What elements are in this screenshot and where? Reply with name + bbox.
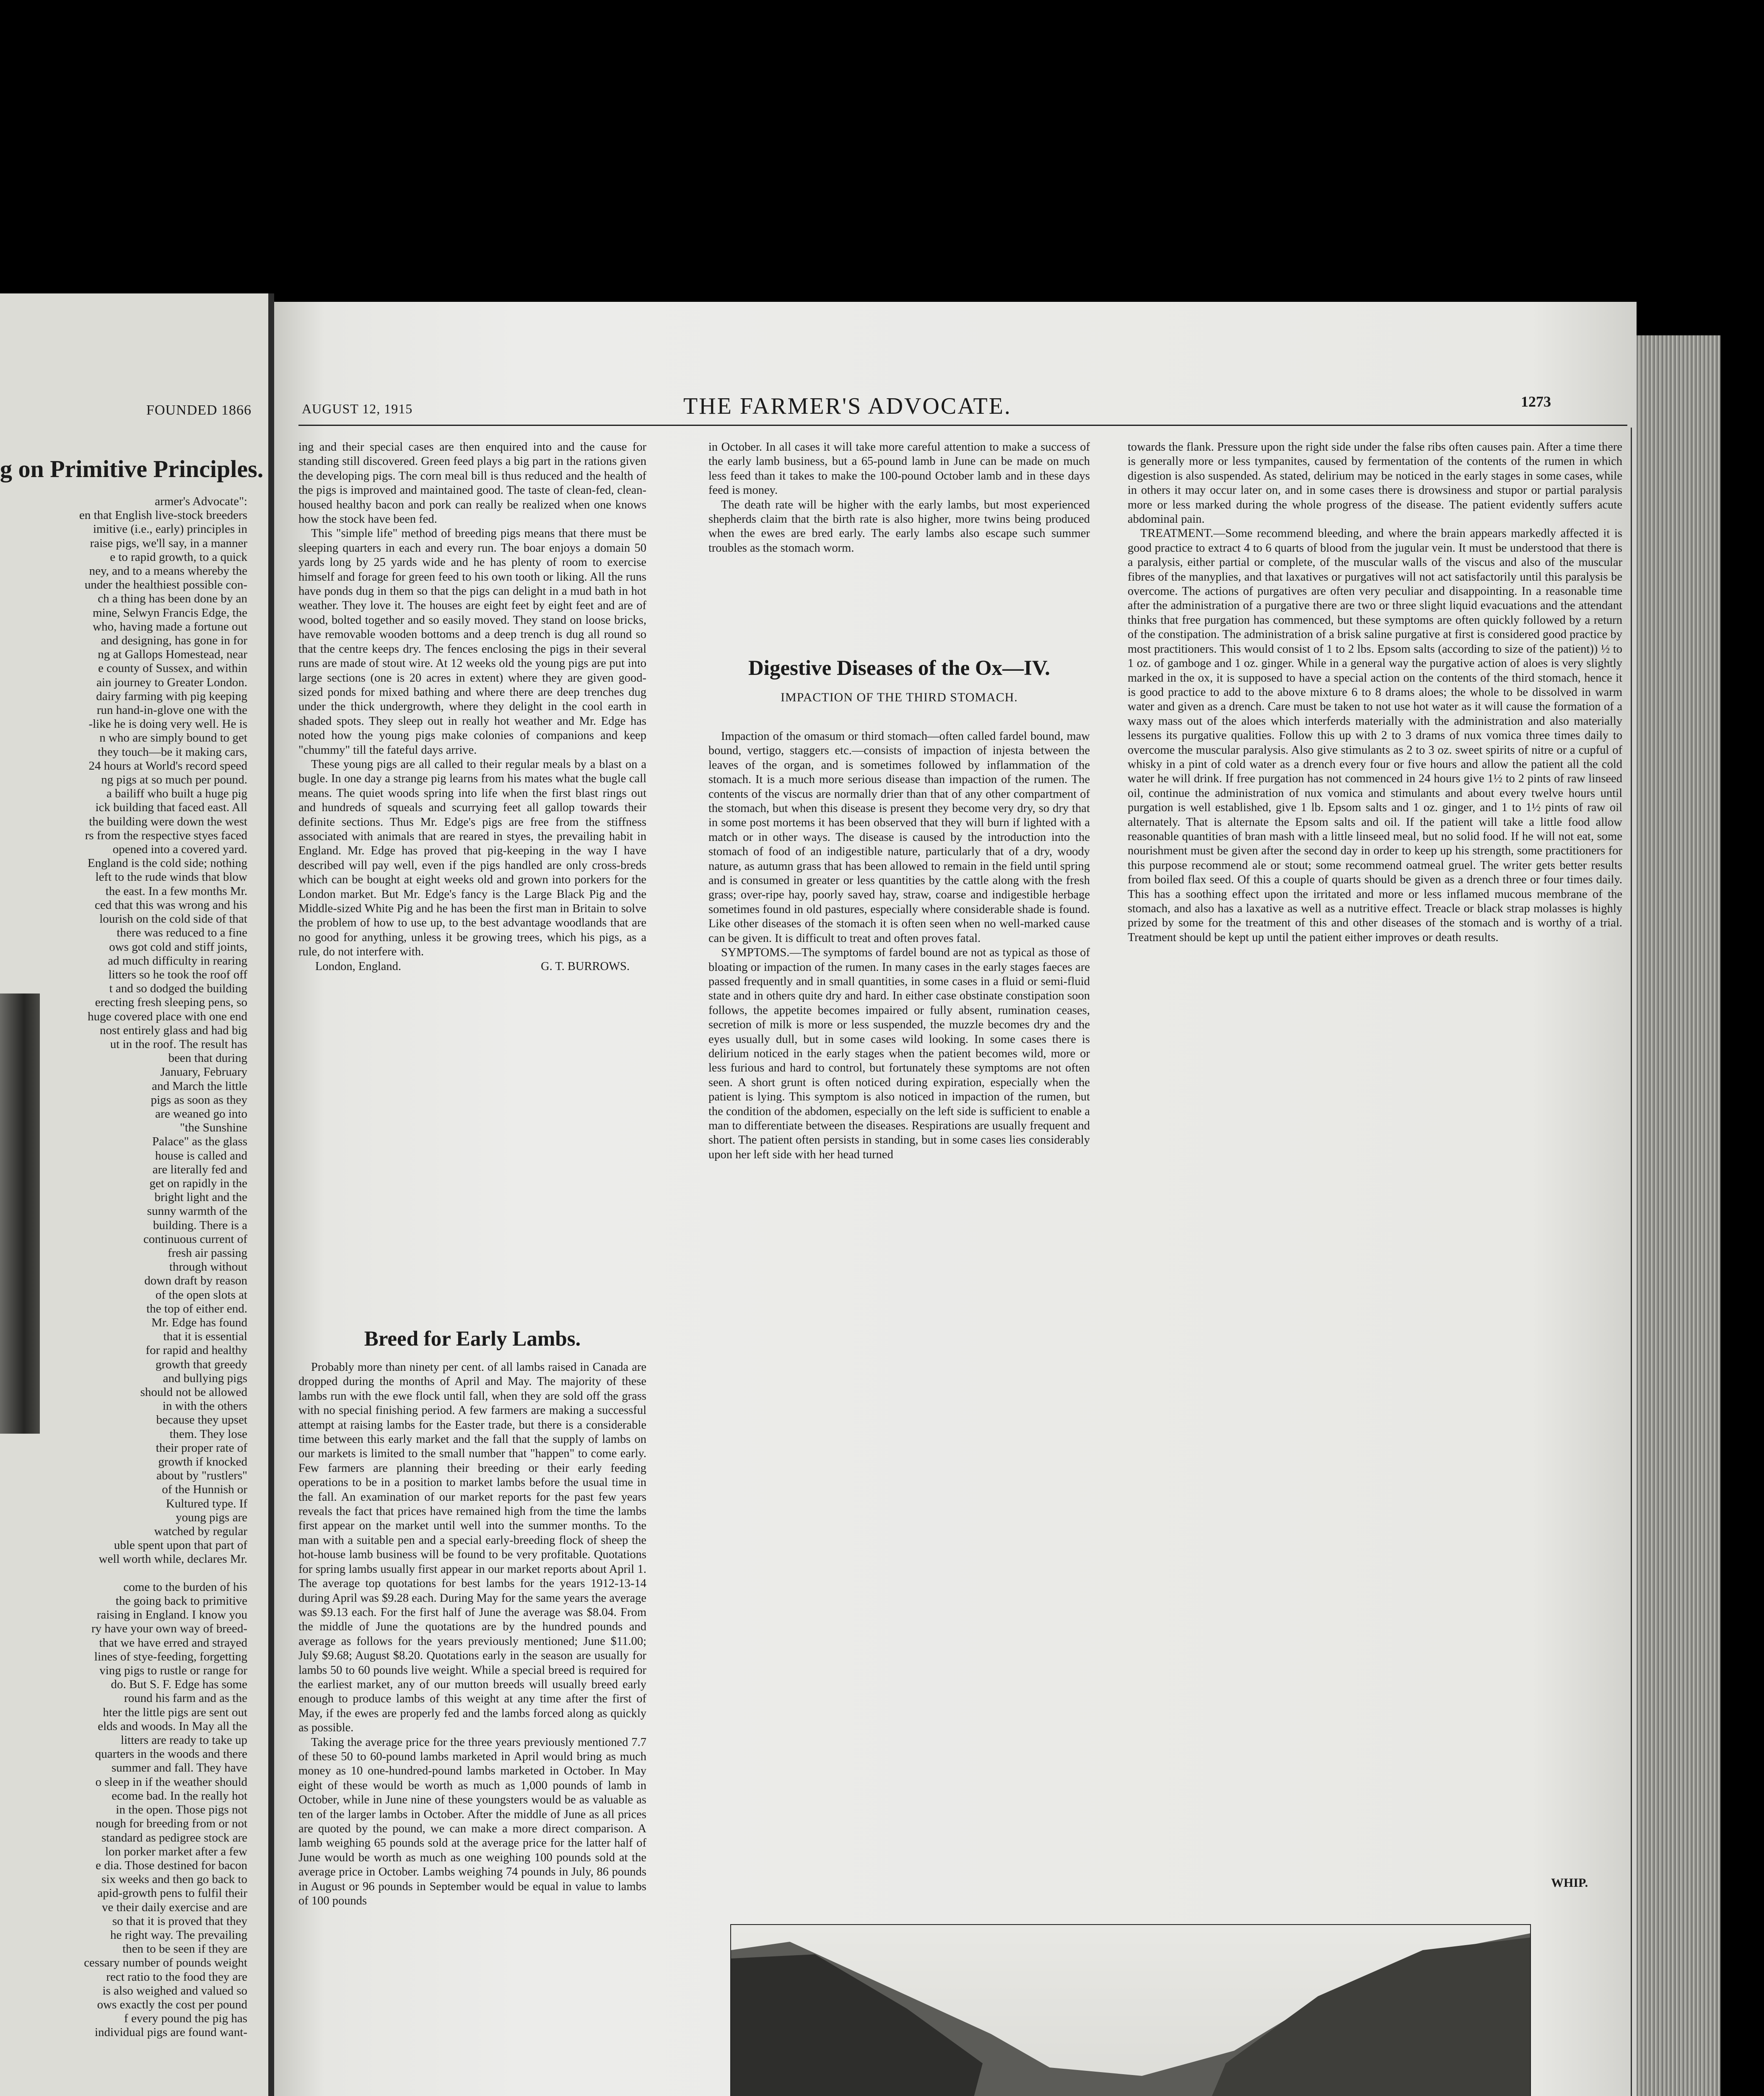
left-text-line: nough for breeding from or not: [96, 1817, 247, 1831]
pigs-paragraph: These young pigs are all called to their regular meals by a blast on a bugle. In one day a strange pig learns from his mates what the bugle call means. The quiet woods spring into life when the first blast rings out and hundreds of squeals and scurrying feet all gallop towards their definite sections. Thus Mr. Edge's pigs are free from the stiffness associated with animals that are reared in styes, the prevailing habit in England. Mr. Edge has proved that pig-keeping in the way I have described will pay well, even if the pigs handled are only cross-breds which can be bought at eight weeks old and grown into porkers for the London market. But Mr. Edge's fancy is the Large Black Pig and the Middle-sized White Pig and he has been the first man in Britain to solve the problem of how to use up, to the best advantage woodlands that are no good for anything, unless it be growing trees, which his pigs, as a rule, do not interfere with.: [298, 757, 646, 959]
left-text-line: in with the others: [162, 1399, 247, 1413]
left-text-line: ows got cold and stiff joints,: [109, 940, 247, 954]
left-text-line: e county of Sussex, and within: [98, 661, 247, 675]
left-text-line: he right way. The prevailing: [110, 1928, 247, 1942]
left-text-line: growth that greedy: [155, 1357, 247, 1371]
left-text-line: ut in the roof. The result has: [110, 1037, 247, 1051]
left-text-line: because they upset: [156, 1413, 247, 1427]
pigs-signature: [298, 960, 646, 974]
left-text-line: raising in England. I know you: [96, 1608, 247, 1622]
left-text-line: should not be allowed: [140, 1385, 247, 1399]
left-text-line: of the Hunnish or: [162, 1483, 247, 1497]
left-text-line: for rapid and healthy: [145, 1344, 247, 1357]
left-text-line: and bullying pigs: [163, 1371, 247, 1385]
left-text-line: and March the little: [152, 1079, 247, 1093]
left-text-line: nost entirely glass and had big: [100, 1023, 247, 1037]
page-edge-rule: [1631, 428, 1632, 2096]
left-text-line: imitive (i.e., early) principles in: [93, 522, 247, 536]
left-text-line: o sleep in if the weather should: [95, 1775, 247, 1789]
left-text-line: six weeks and then go back to: [101, 1873, 247, 1886]
left-text-line: about by "rustlers": [156, 1469, 247, 1483]
left-text-line: ng pigs at so much per pound.: [101, 773, 247, 787]
left-text-line: -like he is doing very well. He is: [88, 717, 247, 731]
left-text-line: been that during: [168, 1051, 247, 1065]
left-text-line: erecting fresh sleeping pens, so: [95, 996, 247, 1009]
left-text-line: and designing, has gone in for: [101, 634, 247, 648]
left-text-line: ced that this was wrong and his: [94, 898, 247, 912]
left-text-line: ng at Gallops Homestead, near: [98, 648, 247, 661]
lambs-paragraph: Probably more than ninety per cent. of all lambs raised in Canada are dropped during the months of April and May. The majority of these lambs run with the ewe flock until fall, when they are sold off the grass with no special finishing period. A few farmers are making a successful attempt at raising lambs for the Easter trade, but there is a considerable time between this early market and the fall that the supply of lambs on our markets is limited to the small number that "happen" to come early. Few farmers are planning their breeding or their early feeding operations to be in a position to market lambs before the usual time in the fall. An examination of our market reports for the past few years reveals the fact that prices have remained high from the time the lambs first appear on the market until well into the summer months. To the man with a suitable pen and a special early-breeding flock of sheep the hot-house lamb business will be found to be very profitable. Quotations for spring lambs usually first appear in our market reports about April 1. The average top quotations for best lambs for the years 1912-13-14 during April was $9.28 each. During May for the same years the average was $9.13 each. For the first half of June the average was $8.04. From the middle of June the quotations are by the hundred pounds and average as follows for the years previously mentioned; June $11.00; July $9.68; August $8.20. Quotations early in the season are usually for lambs 50 to 60 pounds live weight. While a special breed is required for the earliest market, any of our mutton breeds will usually breed early enough to produce lambs of this weight at any time after the first of May, if the ewes are properly fed and the lambs forced along as quickly as possible.: [298, 1361, 646, 1735]
lambs-paragraph: The death rate will be higher with the early lambs, but most experienced shepherds claim that the birth rate is also higher, more twins being produced when the ewes are bred early. The early lambs also escape such summer troubles as the stomach worm.: [708, 498, 1090, 555]
header-rule: [298, 425, 1627, 426]
left-text-line: rs from the respective styes faced: [85, 828, 247, 842]
left-text-line: continuous current of: [143, 1232, 247, 1246]
left-text-line: lines of stye-feeding, forgetting: [94, 1650, 247, 1663]
left-text-line: ving pigs to rustle or range for: [99, 1664, 247, 1678]
page-edges: [1637, 335, 1720, 2096]
left-text-line: then to be seen if they are: [122, 1942, 247, 1956]
left-text-line: en that English live-stock breeders: [79, 508, 247, 522]
pigs-article: [298, 440, 646, 974]
left-text-line: 24 hours at World's record speed: [88, 759, 247, 773]
left-text-line: are literally fed and: [152, 1162, 247, 1176]
left-text-line: standard as pedigree stock are: [101, 1831, 247, 1844]
ox-paragraph: SYMPTOMS.—The symptoms of fardel bound are not as typical as those of bloating or impaction of the rumen. In many cases in the early stages faeces are passed frequently and in small quantities, in some cases in a fluid or semi-fluid state and in others quite dry and hard. In either case obstinate constipation soon follows, the appetite becomes impaired or fully absent, rumination ceases, secretion of milk is more or less suspended, the muzzle becomes dry and the eyes usually dull, but in some cases wild looking. In some cases there is delirium noticed in the early stages when the patient becomes wild, more or less furious and hard to control, but fortunately these symptoms are not often seen. A short grunt is often noticed during expiration, especially when the patient is lying. This symptom is also noticed in impaction of the rumen, but the condition of the abdomen, especially on the left side is sufficient to enable a man to differentiate between the diseases. Respirations are usually frequent and short. The patient often persists in standing, but in some cases lies considerably upon her left side with her head turned: [708, 946, 1090, 1161]
left-text-line: huge covered place with one end: [88, 1009, 247, 1023]
ox-article-continued: [1128, 440, 1622, 945]
left-text-line: t and so dodged the building: [109, 982, 247, 996]
left-text-line: n who are simply bound to get: [99, 731, 247, 745]
left-text-line: do. But S. F. Edge has some: [111, 1678, 247, 1691]
left-text-line: under the healthiest possible con-: [84, 578, 247, 592]
ox-headline: Digestive Diseases of the Ox—IV.: [748, 656, 1051, 680]
left-text-line: sunny warmth of the: [147, 1204, 247, 1218]
ox-paragraph: towards the flank. Pressure upon the right side under the false ribs often causes pain. After a time there is generally more or less tympanites, caused by fermentation of the contents of the rumen in which digestion is also suspended. As stated, delirium may be noticed in the early stages in some cases, while in others it may occur later on, and in some cases there is drowsiness and stupor or partial paralysis more or less marked during the whole progress of the disease. The patient evidently suffers acute abdominal pain.: [1128, 441, 1622, 526]
left-text-line: a bailiff who built a huge pig: [106, 787, 247, 801]
left-text-line: [0, 1567, 247, 1580]
left-text-line: the going back to primitive: [115, 1594, 247, 1608]
ox-paragraph: Impaction of the omasum or third stomach—often called fardel bound, maw bound, vertigo, staggers etc.—consists of impaction of injesta between the leaves of the organ, and is sometimes followed by inflammation of the stomach. It is a much more serious disease than impaction of the rumen. The contents of the viscus are normally drier than that of any other compartment of the stomach, but when this disease is present they become very dry, so dry that in some post mortems it has been observed that they will burn if lighted with a match or in other ways. The disease is caused by the introduction into the stomach of food of an indigestible nature, particularly that of a dry, woody nature, as autumn grass that has been allowed to remain in the field until spring and is consumed in greater or less quantities by the cattle along with the fresh grass; over-ripe hay, poorly saved hay, straw, coarse and indigestible herbage sometimes found in old pastures, especially where considerable shade is found. Like other diseases of the stomach it is often seen when no well-marked cause can be given. It is difficult to treat and often proves fatal.: [708, 730, 1090, 945]
left-text-line: ve their daily exercise and are: [101, 1900, 247, 1914]
left-text-line: the east. In a few months Mr.: [105, 884, 247, 898]
left-text-line: Palace" as the glass: [152, 1135, 247, 1149]
left-text-line: litters are ready to take up: [121, 1733, 247, 1747]
left-text-line: get on rapidly in the: [149, 1176, 247, 1190]
left-text-line: January, February: [160, 1065, 247, 1079]
left-text-line: young pigs are: [176, 1510, 247, 1524]
left-text-line: watched by regular: [154, 1525, 247, 1538]
left-text-line: them. They lose: [169, 1427, 247, 1441]
left-text-line: ry have your own way of breed-: [91, 1622, 247, 1636]
sheep-flock-photo: [730, 1924, 1531, 2096]
left-text-line: individual pigs are found want-: [94, 2026, 247, 2039]
ox-subheadline: IMPACTION OF THE THIRD STOMACH.: [781, 690, 1018, 704]
left-text-line: down draft by reason: [144, 1274, 247, 1288]
left-text-line: England is the cold side; nothing: [88, 856, 247, 870]
ox-paragraph: TREATMENT.—Some recommend bleeding, and where the brain appears markedly affected it is good practice to extract 4 to 6 quarts of blood from the jugular vein. It must be understood that there is a paralysis, either partial or complete, of the muscular walls of the viscus and also of the muscular fibres of the manyplies, and that laxatives or purgatives will not act satisfactorily until this paralysis be overcome. The actions of purgatives are often very peculiar and disappointing. In a reasonable time after the administration of a purgative there are two or three slight liquid evacuations and the attendant thinks that free purgation has commenced, but these symptoms are often quickly followed by a return of the constipation. The administration of a brisk saline purgative at first is considered good practice by most practitioners. This would consist of 1 to 2 lbs. Epsom salts (according to size of the patient)) ½ to 1 oz. of gamboge and 1 oz. ginger. While in a general way the purgative action of aloes is very slightly marked in the ox, it is supposed to have a special action on the contents of the third stomach, hence it is good practice to add to the above mixture 6 to 8 drams aloes; the whole to be dissolved in warm water and given as a drench. Care must be taken to not use hot water as it will cause the formation of a waxy mass out of the aloes which interferds materially with the administration and also materially lessens its purgative qualities. Follow this up with 2 to 3 drams of nux vomica three times daily to overcome the muscular paralysis. Also give stimulants as 2 to 3 oz. sweet spirits of nitre or a cupful of whisky in a pint of cold water as a drench every four or five hours and allow the patient all the cold water he will drink. If free purgation has not commenced in 24 hours give 1½ to 2 pints of raw linseed oil, continue the administration of nux vomica and stimulants and about every twelve hours until purgation is well established, give 1 lb. Epsom salts and 1 oz. ginger, and 1 to 1½ pints of raw oil alternately. That is alternate the Epsom salts and oil. If the patient will take a little food allow reasonable quantities of bran mash with a little linseed meal, but no solid food. If he will not eat, some nourishment must be given after the second day in order to keep up his strength, some practitioners for this purpose recommend ale or stout; some recommend oatmeal gruel. The writer gets better results from boiled flax seed. Of this a couple of quarts should be given as a drench three or four times daily. This has a soothing effect upon the irritated and more or less inflamed mucous membrane of the stomach, and also has a laxative as well as a nutritive effect. Treacle or black strap molasses is highly prized by some for the treatment of this and other diseases of the stomach and is worthy of a trial. Treatment should be kept up until the patient either improves or death results.: [1128, 527, 1622, 944]
left-text-line: there was reduced to a fine: [117, 926, 247, 940]
left-text-line: house is called and: [155, 1149, 247, 1162]
left-text-line: that we have erred and strayed: [99, 1636, 247, 1650]
left-text-line: they touch—be it making cars,: [98, 745, 247, 759]
left-text-line: the top of either end.: [146, 1302, 247, 1315]
left-text-line: quarters in the woods and there: [95, 1747, 247, 1761]
left-text-line: "the Sunshine: [180, 1121, 247, 1135]
left-text-line: ney, and to a means whereby the: [89, 564, 247, 578]
left-text-line: e dia. Those destined for bacon: [96, 1858, 247, 1872]
left-text-line: hter the little pigs are sent out: [103, 1705, 247, 1719]
left-text-line: well worth while, declares Mr.: [99, 1552, 247, 1566]
left-text-line: Mr. Edge has found: [151, 1315, 247, 1329]
ox-article: [708, 729, 1090, 1162]
signature-name: G. T. BURROWS.: [541, 960, 630, 973]
left-text-line: cessary number of pounds weight: [84, 1956, 247, 1970]
left-text-line: uble spent upon that part of: [114, 1538, 247, 1552]
left-text-line: ain journey to Greater London.: [96, 675, 247, 689]
left-text-line: Kultured type. If: [166, 1497, 247, 1510]
left-text-line: dairy farming with pig keeping: [96, 689, 247, 703]
lambs-article: [298, 1360, 646, 1908]
left-page-photo: [0, 994, 40, 1434]
left-text-line: fresh air passing: [167, 1246, 247, 1260]
left-text-line: ch a thing has been done by an: [98, 592, 247, 606]
left-text-line: the building were down the west: [89, 815, 247, 828]
left-text-line: rect ratio to the food they are: [106, 1970, 247, 1984]
left-text-line: so that it is proved that they: [112, 1914, 247, 1928]
left-text-line: round his farm and as the: [124, 1691, 247, 1705]
left-text-line: lourish on the cold side of that: [99, 912, 247, 926]
lambs-paragraph: Taking the average price for the three years previously mentioned 7.7 of these 50 to 60-pound lambs marketed in April would bring as much money as 10 one-hundred-pound lambs marketed in October. In May eight of these would be worth as much as 1,000 pounds of lamb in October, while in June nine of these youngsters would be as valuable as ten of the larger lambs in October. After the middle of June as all prices are quoted by the pound, we can make a more direct comparison. A lamb weighing 65 pounds sold at the average price for the latter half of June would be worth as much as one weighing 100 pounds sold at the average price in October. Lambs weighing 74 pounds in July, 86 pounds in August or 96 pounds in September would be equal in value to lambs of 100 pounds: [298, 1735, 646, 1908]
left-text-line: f every pound the pig has: [124, 2012, 247, 2026]
left-text-line: their proper rate of: [156, 1441, 247, 1455]
left-text-line: summer and fall. They have: [112, 1761, 247, 1775]
left-running-head: FOUNDED 1866: [146, 402, 252, 418]
left-text-line: opened into a covered yard.: [112, 843, 247, 856]
left-text-line: ows exactly the cost per pound: [97, 1997, 247, 2011]
left-text-line: of the open slots at: [155, 1288, 247, 1302]
left-text-line: run hand-in-glove one with the: [96, 703, 247, 717]
left-text-line: building. There is a: [153, 1218, 247, 1232]
lambs-paragraph: in October. In all cases it will take more careful attention to make a success of the early lamb business, but a 65-pound lamb in June can be made on much less feed than it takes to make the 100-pound October lamb and in these days feed is money.: [708, 441, 1090, 497]
left-text-line: pigs as soon as they: [150, 1093, 247, 1107]
left-text-line: come to the burden of his: [123, 1580, 247, 1594]
photo-illustration: [731, 1925, 1530, 2096]
left-text-line: growth if knocked: [158, 1455, 247, 1469]
left-text-line: ad much difficulty in rearing: [108, 954, 247, 968]
left-text-line: bright light and the: [154, 1191, 247, 1204]
masthead: THE FARMER'S ADVOCATE.: [683, 393, 1012, 419]
left-text-line: is also weighed and valued so: [102, 1984, 247, 1997]
left-text-line: elds and woods. In May all the: [98, 1719, 247, 1733]
left-text-line: ecome bad. In the really hot: [112, 1789, 247, 1803]
left-text-line: apid-growth pens to fulfil their: [97, 1886, 247, 1900]
signature-place: London, England.: [315, 960, 402, 973]
left-text-line: lon porker market after a few: [105, 1844, 247, 1858]
left-text-line: through without: [169, 1260, 247, 1274]
left-text-line: are weaned go into: [155, 1107, 247, 1121]
left-text-line: ick building that faced east. All: [95, 801, 247, 815]
left-text-line: who, having made a fortune out: [93, 620, 247, 633]
left-text-line: e to rapid growth, to a quick: [110, 550, 247, 564]
page-number: 1273: [1521, 393, 1551, 410]
left-text-line: litters so he took the roof off: [108, 968, 247, 981]
left-text-line: left to the rude winds that blow: [95, 870, 247, 884]
pigs-paragraph: This "simple life" method of breeding pigs means that there must be sleeping quarters in each and every run. The boar enjoys a domain 50 yards long by 25 yards wide and he has plenty of room to exercise himself and forage for green feed to his own tooth or liking. All the runs have ponds dug in them so that the pigs can delight in a mud bath in hot weather. They love it. The houses are eight feet by eight feet and are of wood, bolted together and so easily moved. They stand on loose bricks, have removable wooden bottoms and a deep trench is dug all round so that the centre keeps dry. The fences enclosing the pigs in their several runs are made of stout wire. At 12 weeks old the young pigs are put into large sections (one is 20 acres in extent) where they are given good-sized ponds for mixed bathing and where there are deep trenches dug under the thick undergrowth, where they delight in the cool earth in shaded spots. They sleep out in really hot weather and Mr. Edge has noted how the young pigs make colonies of companions and keep "chummy" till the fateful days arrive.: [298, 527, 646, 757]
lambs-headline: Breed for Early Lambs.: [364, 1327, 581, 1351]
left-text-line: mine, Selwyn Francis Edge, the: [93, 606, 247, 620]
ox-signature: WHIP.: [1551, 1876, 1588, 1890]
left-text-line: raise pigs, we'll say, in a manner: [90, 536, 247, 550]
left-article-title: g on Primitive Principles.: [0, 455, 264, 482]
pigs-paragraph: ing and their special cases are then enquired into and the cause for standing still discovered. Green feed plays a big part in the rations given the developing pigs. The corn meal bill is thus reduced and the health of the pigs is improved and maintained good. The taste of clean-fed, clean-housed healthy bacon and pork can really be realized when one knows how the stock have been fed.: [298, 441, 646, 526]
left-facing-page: [0, 293, 268, 2096]
lambs-article-continued: [708, 440, 1090, 555]
left-text-line: that it is essential: [163, 1330, 247, 1344]
book-gutter: [268, 293, 274, 2096]
issue-date: AUGUST 12, 1915: [302, 401, 413, 416]
left-text-line: armer's Advocate":: [155, 495, 247, 508]
left-text-line: in the open. Those pigs not: [116, 1803, 247, 1817]
